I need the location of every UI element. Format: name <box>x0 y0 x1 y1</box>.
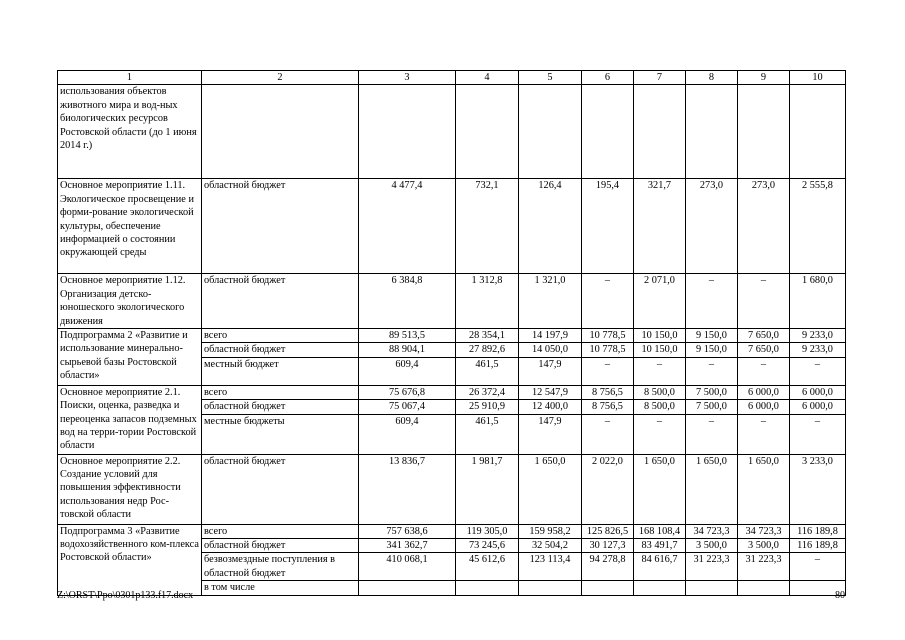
value-cell <box>738 85 790 179</box>
value-cell: 1 650,0 <box>686 454 738 524</box>
value-cell: 1 312,8 <box>456 274 519 329</box>
value-cell: – <box>582 414 634 454</box>
value-cell: 31 223,3 <box>686 553 738 581</box>
value-cell: 119 305,0 <box>456 524 519 538</box>
value-cell: 88 904,1 <box>359 343 456 357</box>
value-cell: 6 000,0 <box>738 400 790 414</box>
funding-source-cell: областной бюджет <box>202 454 359 524</box>
value-cell: – <box>790 357 846 385</box>
value-cell: – <box>686 274 738 329</box>
header-cell: 3 <box>359 71 456 85</box>
value-cell: 321,7 <box>634 179 686 274</box>
value-cell: 73 245,6 <box>456 539 519 553</box>
header-cell: 8 <box>686 71 738 85</box>
value-cell: 89 513,5 <box>359 329 456 343</box>
footer-file-path: Z:\ORST\Ppo\0301p133.f17.docx <box>57 590 194 601</box>
value-cell: – <box>686 414 738 454</box>
activity-name-cell: использования объектов животного мира и вод-ных биологических ресурсов Ростовской области (до 1 июня 2014 г.) <box>58 85 202 179</box>
value-cell: 75 067,4 <box>359 400 456 414</box>
value-cell: 461,5 <box>456 414 519 454</box>
value-cell: 75 676,8 <box>359 385 456 399</box>
header-cell: 9 <box>738 71 790 85</box>
value-cell: – <box>582 274 634 329</box>
funding-source-cell: областной бюджет <box>202 343 359 357</box>
value-cell: 147,9 <box>519 414 582 454</box>
header-cell: 1 <box>58 71 202 85</box>
funding-source-cell: областной бюджет <box>202 400 359 414</box>
value-cell <box>686 581 738 595</box>
value-cell <box>634 85 686 179</box>
value-cell: 3 233,0 <box>790 454 846 524</box>
value-cell: 168 108,4 <box>634 524 686 538</box>
value-cell: – <box>790 414 846 454</box>
activity-name-cell: Подпрограмма 2 «Развитие и использование минерально-сырьевой базы Ростовской области» <box>58 329 202 386</box>
value-cell: 34 723,3 <box>686 524 738 538</box>
header-cell: 4 <box>456 71 519 85</box>
funding-source-cell: местные бюджеты <box>202 414 359 454</box>
value-cell: – <box>738 274 790 329</box>
value-cell: 13 836,7 <box>359 454 456 524</box>
value-cell: 3 500,0 <box>686 539 738 553</box>
value-cell: 6 000,0 <box>790 400 846 414</box>
value-cell: 116 189,8 <box>790 539 846 553</box>
value-cell: 273,0 <box>738 179 790 274</box>
value-cell: 2 022,0 <box>582 454 634 524</box>
value-cell: – <box>738 357 790 385</box>
activity-name-cell: Основное мероприятие 1.11. Экологическое просвещение и форми-рование экологической культуры, обеспечение информацией о состоянии окружающей среды <box>58 179 202 274</box>
value-cell: 123 113,4 <box>519 553 582 581</box>
table-body <box>58 71 846 596</box>
value-cell: 9 233,0 <box>790 329 846 343</box>
value-cell: 732,1 <box>456 179 519 274</box>
value-cell: 9 150,0 <box>686 329 738 343</box>
value-cell: 273,0 <box>686 179 738 274</box>
value-cell: 147,9 <box>519 357 582 385</box>
value-cell <box>519 85 582 179</box>
value-cell: 27 892,6 <box>456 343 519 357</box>
value-cell <box>582 581 634 595</box>
value-cell: 341 362,7 <box>359 539 456 553</box>
value-cell <box>634 581 686 595</box>
value-cell: 9 150,0 <box>686 343 738 357</box>
table-row <box>58 454 846 524</box>
value-cell: 195,4 <box>582 179 634 274</box>
value-cell: – <box>790 553 846 581</box>
value-cell: 10 150,0 <box>634 329 686 343</box>
value-cell <box>686 85 738 179</box>
value-cell: 1 680,0 <box>790 274 846 329</box>
value-cell: 410 068,1 <box>359 553 456 581</box>
value-cell: 8 500,0 <box>634 400 686 414</box>
value-cell: 31 223,3 <box>738 553 790 581</box>
table-row <box>58 85 846 179</box>
value-cell <box>359 85 456 179</box>
table-row <box>58 179 846 274</box>
value-cell <box>456 85 519 179</box>
value-cell: 1 321,0 <box>519 274 582 329</box>
header-cell: 5 <box>519 71 582 85</box>
table-row <box>58 524 846 538</box>
funding-source-cell: всего <box>202 329 359 343</box>
funding-source-cell: областной бюджет <box>202 179 359 274</box>
value-cell: 30 127,3 <box>582 539 634 553</box>
funding-source-cell: областной бюджет <box>202 274 359 329</box>
value-cell <box>519 581 582 595</box>
value-cell: 609,4 <box>359 414 456 454</box>
funding-source-cell: всего <box>202 385 359 399</box>
value-cell: 7 650,0 <box>738 343 790 357</box>
value-cell: 26 372,4 <box>456 385 519 399</box>
value-cell: 461,5 <box>456 357 519 385</box>
value-cell: 25 910,9 <box>456 400 519 414</box>
table-row <box>58 329 846 343</box>
value-cell: 6 000,0 <box>790 385 846 399</box>
value-cell: 6 000,0 <box>738 385 790 399</box>
value-cell <box>359 581 456 595</box>
value-cell: 8 500,0 <box>634 385 686 399</box>
value-cell: 8 756,5 <box>582 385 634 399</box>
header-row <box>58 71 846 85</box>
value-cell: 159 958,2 <box>519 524 582 538</box>
value-cell: – <box>582 357 634 385</box>
value-cell <box>582 85 634 179</box>
value-cell: 94 278,8 <box>582 553 634 581</box>
activity-name-cell: Основное мероприятие 1.12. Организация детско-юношеского экологического движения <box>58 274 202 329</box>
footer-page-number: 80 <box>835 590 845 601</box>
value-cell: 116 189,8 <box>790 524 846 538</box>
value-cell: 1 650,0 <box>519 454 582 524</box>
funding-source-cell: местный бюджет <box>202 357 359 385</box>
value-cell: 10 778,5 <box>582 329 634 343</box>
value-cell <box>456 581 519 595</box>
header-cell: 6 <box>582 71 634 85</box>
header-cell: 7 <box>634 71 686 85</box>
value-cell: 125 826,5 <box>582 524 634 538</box>
value-cell <box>738 581 790 595</box>
funding-source-cell: безвозмездные поступления в областной бюджет <box>202 553 359 581</box>
value-cell: 2 555,8 <box>790 179 846 274</box>
funding-source-cell <box>202 85 359 179</box>
value-cell: 14 050,0 <box>519 343 582 357</box>
value-cell: – <box>738 414 790 454</box>
value-cell: 1 650,0 <box>738 454 790 524</box>
value-cell: 12 400,0 <box>519 400 582 414</box>
activity-name-cell: Основное мероприятие 2.1. Поиски, оценка, разведка и переоценка запасов подземных вод на терри-тории Ростовской области <box>58 385 202 454</box>
value-cell: 9 233,0 <box>790 343 846 357</box>
activity-name-cell: Основное мероприятие 2.2. Создание условий для повышения эффективности использования недр Рос-товской области <box>58 454 202 524</box>
table-row <box>58 274 846 329</box>
value-cell: 14 197,9 <box>519 329 582 343</box>
value-cell: 8 756,5 <box>582 400 634 414</box>
value-cell <box>790 85 846 179</box>
value-cell: 7 650,0 <box>738 329 790 343</box>
value-cell: 32 504,2 <box>519 539 582 553</box>
value-cell: – <box>686 357 738 385</box>
value-cell: 1 981,7 <box>456 454 519 524</box>
value-cell: 10 150,0 <box>634 343 686 357</box>
value-cell: 84 616,7 <box>634 553 686 581</box>
value-cell: 609,4 <box>359 357 456 385</box>
value-cell: 83 491,7 <box>634 539 686 553</box>
value-cell: 757 638,6 <box>359 524 456 538</box>
budget-table <box>57 70 846 596</box>
value-cell: 2 071,0 <box>634 274 686 329</box>
value-cell: 10 778,5 <box>582 343 634 357</box>
funding-source-cell: областной бюджет <box>202 539 359 553</box>
value-cell: 4 477,4 <box>359 179 456 274</box>
header-cell: 10 <box>790 71 846 85</box>
value-cell: 3 500,0 <box>738 539 790 553</box>
value-cell: 7 500,0 <box>686 385 738 399</box>
value-cell: 45 612,6 <box>456 553 519 581</box>
value-cell: 1 650,0 <box>634 454 686 524</box>
value-cell: 34 723,3 <box>738 524 790 538</box>
value-cell: 126,4 <box>519 179 582 274</box>
funding-source-cell: в том числе <box>202 581 359 595</box>
value-cell: 6 384,8 <box>359 274 456 329</box>
activity-name-cell: Подпрограмма 3 «Развитие водохозяйственного ком-плекса Ростовской области» <box>58 524 202 595</box>
value-cell: 12 547,9 <box>519 385 582 399</box>
value-cell: – <box>634 357 686 385</box>
funding-source-cell: всего <box>202 524 359 538</box>
header-cell: 2 <box>202 71 359 85</box>
table-row <box>58 385 846 399</box>
value-cell: 28 354,1 <box>456 329 519 343</box>
value-cell: 7 500,0 <box>686 400 738 414</box>
value-cell: – <box>634 414 686 454</box>
